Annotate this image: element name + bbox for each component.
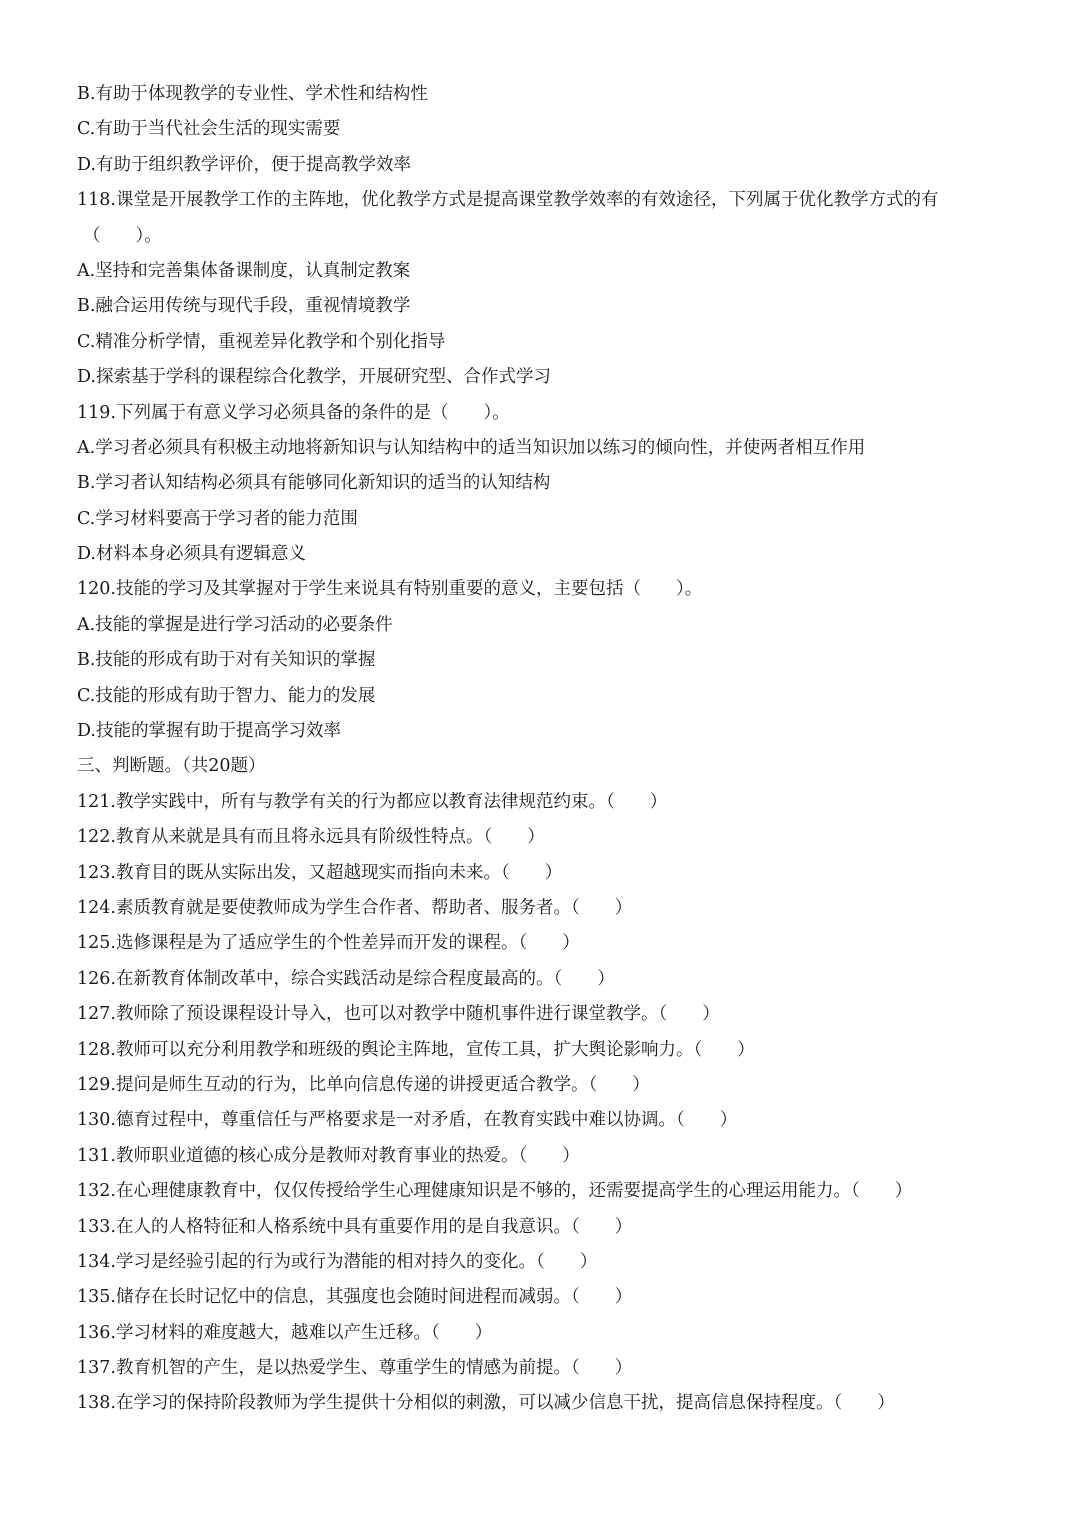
question-133: 133.在人的人格特征和人格系统中具有重要作用的是自我意识。（ ）	[77, 1216, 633, 1237]
option-120-c: C.技能的形成有助于智力、能力的发展	[77, 685, 376, 706]
question-118: 118.课堂是开展教学工作的主阵地，优化教学方式是提高课堂教学效率的有效途径，下列属于优化教学方式的有	[77, 190, 939, 211]
question-127: 127.教师除了预设课程设计导入，也可以对教学中随机事件进行课堂教学。（ ）	[77, 1004, 720, 1025]
question-132: 132.在心理健康教育中，仅仅传授给学生心理健康知识是不够的，还需要提高学生的心理运用能力。（ ）	[77, 1181, 913, 1202]
option-118-b: B.融合运用传统与现代手段，重视情境教学	[77, 296, 411, 317]
option-117-c: C.有助于当代社会生活的现实需要	[77, 119, 341, 140]
option-119-a: A.学习者必须具有积极主动地将新知识与认知结构中的适当知识加以练习的倾向性，并使两者相互作用	[77, 437, 866, 458]
question-138: 138.在学习的保持阶段教师为学生提供十分相似的刺激，可以减少信息干扰，提高信息保持程度。（ ）	[77, 1393, 895, 1414]
question-131: 131.教师职业道德的核心成分是教师对教育事业的热爱。（ ）	[77, 1145, 580, 1166]
document-page	[77, 77, 1037, 1422]
option-117-d: D.有助于组织教学评价，便于提高教学效率	[77, 154, 411, 175]
question-121: 121.教学实践中，所有与教学有关的行为都应以教育法律规范约束。（ ）	[77, 791, 668, 812]
question-137: 137.教育机智的产生，是以热爱学生、尊重学生的情感为前提。（ ）	[77, 1358, 633, 1379]
option-119-b: B.学习者认知结构必须具有能够同化新知识的适当的认知结构	[77, 473, 551, 494]
question-126: 126.在新教育体制改革中，综合实践活动是综合程度最高的。（ ）	[77, 968, 615, 989]
question-119: 119.下列属于有意义学习必须具备的条件的是（ ）。	[77, 402, 510, 423]
option-120-b: B.技能的形成有助于对有关知识的掌握	[77, 650, 376, 671]
option-120-a: A.技能的掌握是进行学习活动的必要条件	[77, 614, 393, 635]
option-117-b: B.有助于体现教学的专业性、学术性和结构性	[77, 84, 428, 104]
question-123: 123.教育目的既从实际出发，又超越现实而指向未来。（ ）	[77, 862, 563, 883]
option-118-d: D.探索基于学科的课程综合化教学，开展研究型、合作式学习	[77, 367, 551, 388]
option-119-c: C.学习材料要高于学习者的能力范围	[77, 508, 358, 529]
question-125: 125.选修课程是为了适应学生的个性差异而开发的课程。（ ）	[77, 933, 580, 954]
section-heading-true-false: 三、判断题。（共20题）	[77, 756, 266, 777]
question-135: 135.储存在长时记忆中的信息，其强度也会随时间进程而减弱。（ ）	[77, 1287, 633, 1308]
question-130: 130.德育过程中，尊重信任与严格要求是一对矛盾，在教育实践中难以协调。（ ）	[77, 1110, 738, 1131]
question-134: 134.学习是经验引起的行为或行为潜能的相对持久的变化。（ ）	[77, 1251, 598, 1272]
question-136: 136.学习材料的难度越大，越难以产生迁移。（ ）	[77, 1322, 493, 1343]
question-120: 120.技能的学习及其掌握对于学生来说具有特别重要的意义，主要包括（ ）。	[77, 579, 703, 600]
option-119-d: D.材料本身必须具有逻辑意义	[77, 544, 306, 565]
question-118-continued: （ ）。	[83, 225, 162, 246]
question-122: 122.教育从来就是具有而且将永远具有阶级性特点。（ ）	[77, 827, 545, 848]
option-120-d: D.技能的掌握有助于提高学习效率	[77, 721, 341, 742]
question-129: 129.提问是师生互动的行为，比单向信息传递的讲授更适合教学。（ ）	[77, 1074, 650, 1095]
option-118-a: A.坚持和完善集体备课制度，认真制定教案	[77, 260, 411, 281]
option-118-c: C.精准分析学情，重视差异化教学和个别化指导	[77, 331, 446, 352]
question-128: 128.教师可以充分利用教学和班级的舆论主阵地，宣传工具，扩大舆论影响力。（ ）	[77, 1039, 755, 1060]
question-124: 124.素质教育就是要使教师成为学生合作者、帮助者、服务者。（ ）	[77, 897, 633, 918]
